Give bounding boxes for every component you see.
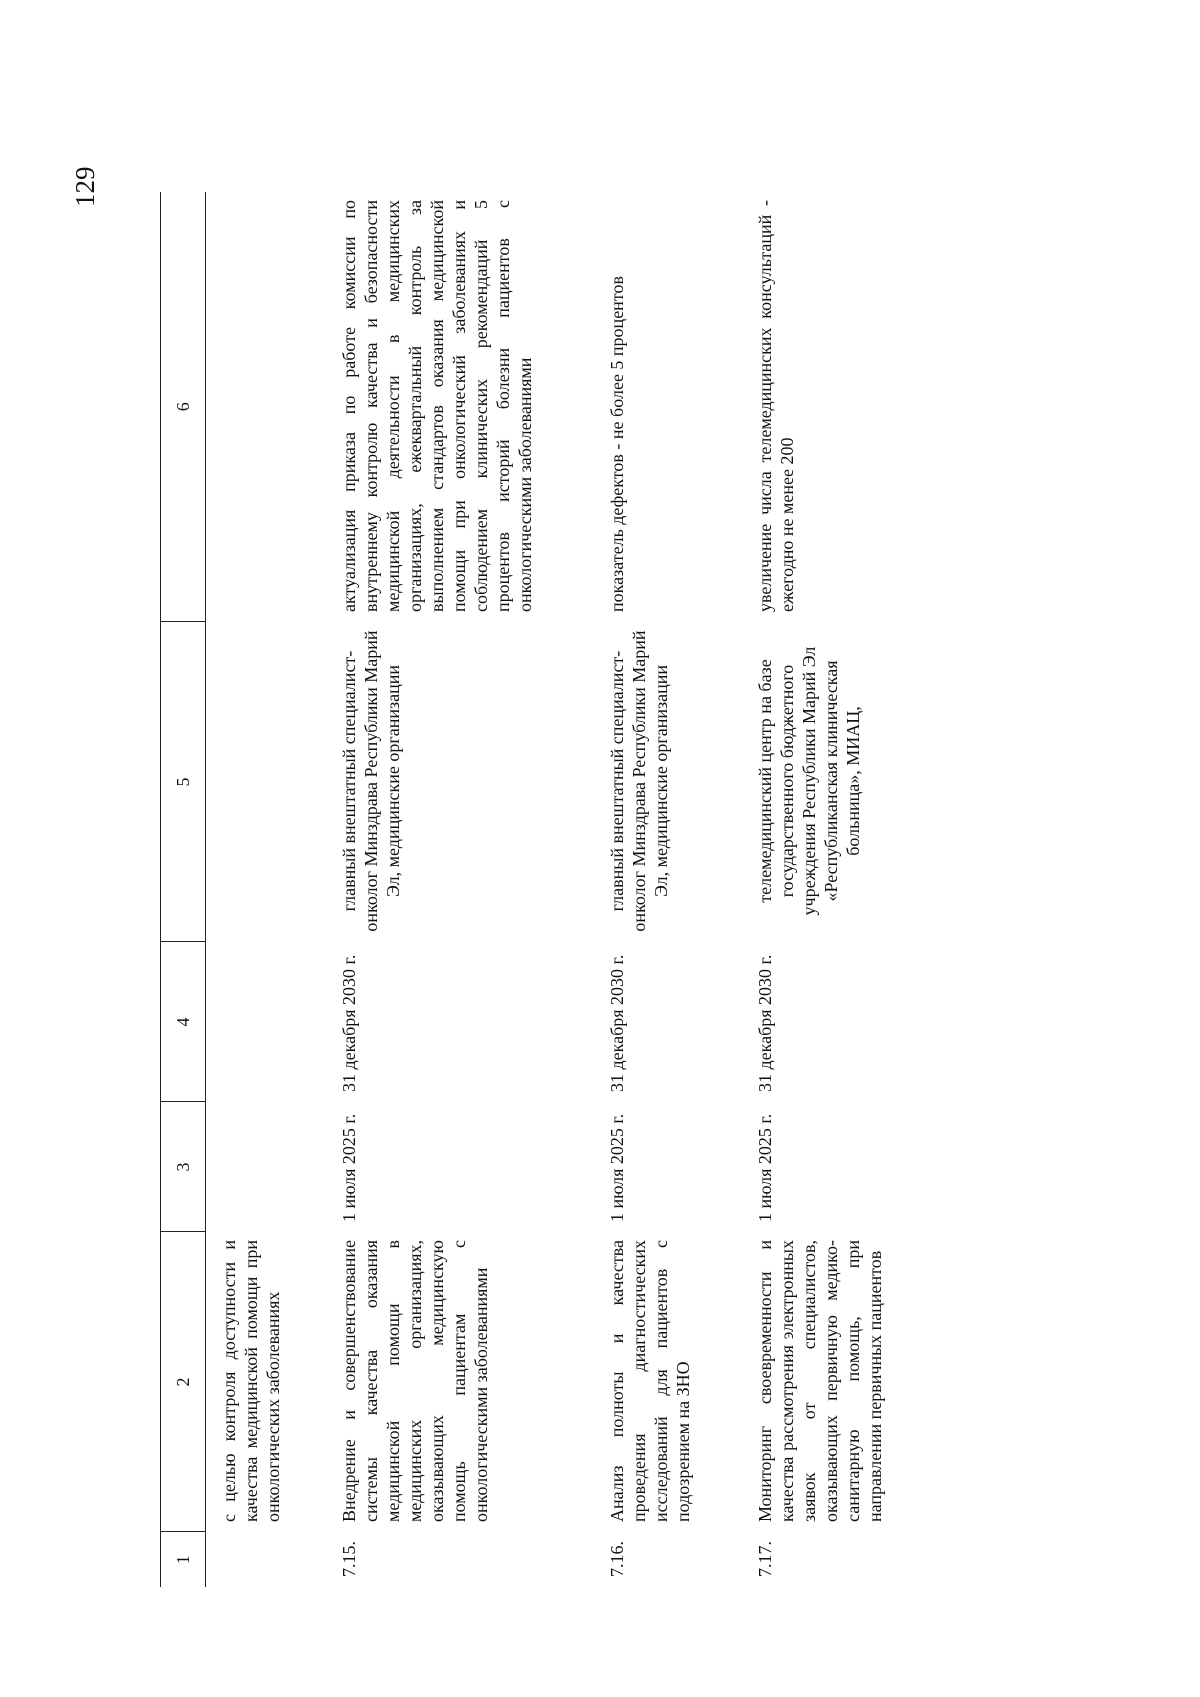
cell-description: Внедрение и совершенствование системы качества оказания медицинской помощи в медицинских организациях, оказывающих медицинскую помощь пациентам с онкологическими заболеваниями (339, 1240, 491, 1522)
cell-responsible: главный внештатный специалист-онколог Минздрава Республики Марий Эл, медицинские организации (339, 630, 403, 932)
action-plan-table (160, 192, 906, 1587)
cell-end-date: 31 декабря 2030 г. (755, 954, 775, 1092)
header-col-5: 5 (161, 622, 206, 942)
cell-description: Мониторинг своевременности и качества рассмотрения электронных заявок от специалистов, оказывающих первичную медико-санитарную помощь, при направлении первичных пациентов (755, 1240, 885, 1522)
cell-number (206, 1532, 329, 1587)
table-row (328, 192, 596, 1587)
header-col-1: 1 (161, 1532, 206, 1587)
cell-number: 7.16. (607, 1541, 627, 1577)
header-col-3: 3 (161, 1102, 206, 1232)
cell-start-date: 1 июля 2025 г. (607, 1113, 627, 1222)
cell-result: показатель дефектов - не более 5 процентов (607, 276, 627, 612)
table-row-continuation (206, 192, 329, 1587)
cell-start-date: 1 июля 2025 г. (339, 1113, 359, 1222)
cell-number: 7.17. (755, 1541, 775, 1577)
header-col-4: 4 (161, 942, 206, 1102)
cell-responsible: главный внештатный специалист-онколог Минздрава Республики Марий Эл, медицинские организации (607, 630, 671, 932)
cell-end-date: 31 декабря 2030 г. (339, 954, 359, 1092)
cell-description: Анализ полноты и качества проведения диагностических исследований для пациентов с подозрением на ЗНО (607, 1240, 693, 1522)
cell-description: с целью контроля доступности и качества медицинской помощи при онкологических заболеваниях (219, 1240, 283, 1522)
header-col-2: 2 (161, 1232, 206, 1532)
cell-result: актуализация приказа по работе комиссии по внутреннему контролю качества и безопасности медицинской деятельности в медицинских организациях, ежеквартальный контроль за выполнением стандартов оказания медицинской помощи при онкологический заболеваниях и соблюдением клинических рекомендаций 5 процентов историй болезни пациентов с онкологическими заболеваниями (339, 200, 535, 612)
header-col-6: 6 (161, 192, 206, 622)
cell-end-date: 31 декабря 2030 г. (607, 954, 627, 1092)
page-number: 129 (70, 166, 100, 207)
cell-start-date: 1 июля 2025 г. (755, 1113, 775, 1222)
table-row (596, 192, 744, 1587)
cell-responsible: телемедицинский центр на базе государственного бюджетного учреждения Республики Марий Эл «Республиканская клиническая больница», МИАЦ, (755, 646, 863, 916)
table-header-row (161, 192, 206, 1587)
cell-number: 7.15. (339, 1541, 359, 1577)
table-row (744, 192, 906, 1587)
cell-result: увеличение числа телемедицинских консультаций - ежегодно не менее 200 (755, 200, 797, 612)
